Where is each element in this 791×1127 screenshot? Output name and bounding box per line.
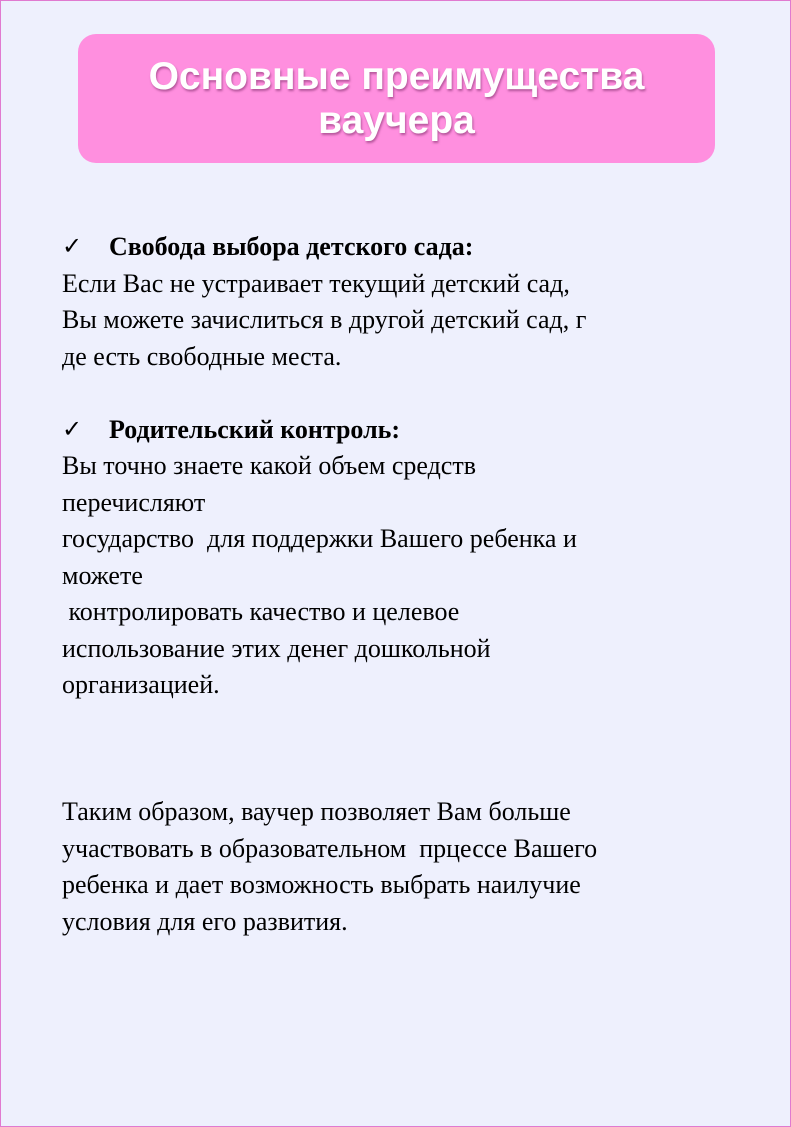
paragraph-line: Вы точно знаете какой объем средств	[62, 451, 476, 480]
heading-text: Свобода выбора детского сада:	[109, 232, 474, 261]
paragraph-line: контролировать качество и целевое	[62, 597, 460, 626]
heading-text: Родительский контроль:	[109, 414, 401, 444]
conclusion-line: Таким образом, ваучер позволяет Вам больше	[62, 797, 571, 826]
conclusion-line: условия для его развития.	[62, 906, 348, 936]
checkmark-icon: ✓	[62, 416, 83, 443]
content-body	[62, 229, 712, 940]
paragraph-line: де есть свободные места.	[62, 341, 342, 371]
paragraph-line: государство для поддержки Вашего ребенка и	[62, 524, 577, 553]
section-heading-control	[62, 412, 712, 449]
checkmark-icon: ✓	[62, 234, 83, 260]
conclusion-line: ребенка и дает возможность выбрать наилучие	[62, 870, 581, 899]
paragraph-line: Если Вас не устраивает текущий детский сад,	[62, 268, 570, 298]
title-line-2: ваучера	[318, 98, 475, 142]
spacer	[62, 704, 712, 758]
spacer	[62, 375, 712, 412]
paragraph-line: перечисляют	[62, 487, 206, 517]
spacer	[62, 758, 712, 795]
paragraph-line: организацией.	[62, 670, 220, 699]
paragraph-line: можете	[62, 560, 143, 590]
paragraph-line: Вы можете зачислиться в другой детский сад, г	[62, 305, 587, 334]
section-heading-freedom	[62, 229, 712, 266]
paragraph-line: использование этих денег дошкольной	[62, 633, 491, 663]
title-line-1: Основные преимущества	[148, 54, 645, 98]
title-banner	[78, 34, 715, 163]
conclusion-line: участвовать в образовательном прцессе Вашего	[62, 833, 598, 863]
